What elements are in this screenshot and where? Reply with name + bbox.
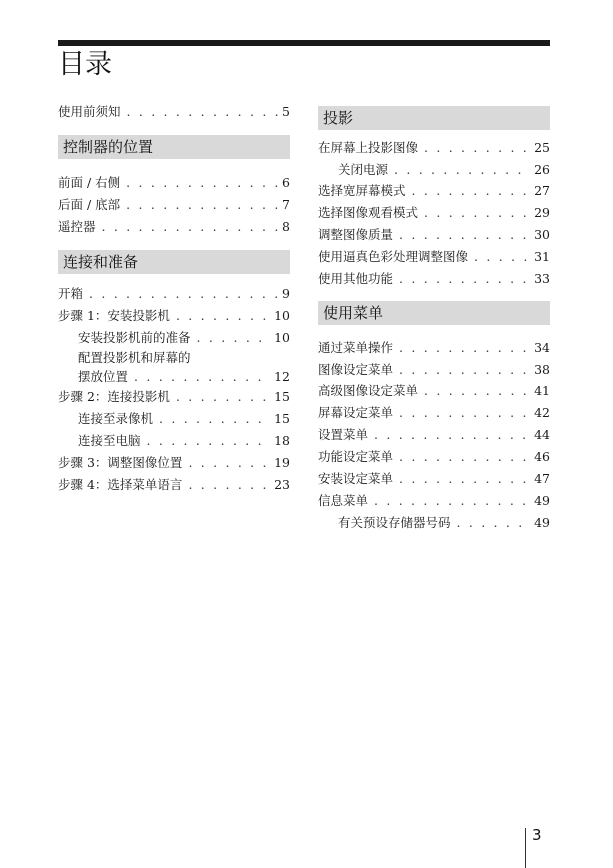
toc-entry-label: 选择图像观看模式 — [318, 205, 419, 220]
toc-entry-page: 10 — [274, 330, 290, 345]
toc-entry-label: 步骤 3：调整图像位置 — [58, 455, 183, 470]
toc-entry-label: 高级图像设定菜单 — [318, 383, 419, 398]
toc-entry-label: 步骤 4：选择菜单语言 — [58, 477, 183, 492]
leader-dots — [188, 455, 270, 471]
toc-entry-page: 49 — [534, 515, 550, 530]
toc-entry-page: 19 — [274, 455, 290, 470]
toc-entry-label: 连接至录像机 — [78, 411, 154, 426]
toc-entry-label: 安装设定菜单 — [318, 471, 394, 486]
leader-dots — [399, 449, 530, 465]
toc-entry-page: 26 — [534, 162, 550, 177]
leader-dots — [188, 477, 270, 493]
leader-dots — [147, 433, 271, 449]
toc-entry-label: 设置菜单 — [318, 427, 369, 442]
toc-entry-page: 15 — [274, 411, 290, 426]
toc-entry-page: 5 — [282, 104, 290, 119]
toc-entry-label: 配置投影机和屏幕的 — [78, 350, 191, 365]
toc-entry-page: 31 — [534, 249, 550, 264]
toc-entry-label: 连接至电脑 — [78, 433, 141, 448]
leader-dots — [394, 162, 530, 178]
leader-dots — [374, 427, 530, 443]
toc-entry-label: 使用其他功能 — [318, 271, 394, 286]
leader-dots — [399, 471, 530, 487]
toc-entry[interactable] — [58, 219, 290, 235]
toc-entry-page: 44 — [534, 427, 550, 442]
toc-entry[interactable] — [58, 411, 290, 427]
toc-entry-label: 通过菜单操作 — [318, 340, 394, 355]
leader-dots — [399, 271, 530, 287]
toc-entry-label: 关闭电源 — [338, 162, 389, 177]
toc-entry[interactable] — [318, 449, 550, 465]
toc-entry-label: 遥控器 — [58, 219, 96, 234]
toc-entry-label: 使用前须知 — [58, 104, 121, 119]
toc-entry-label: 摆放位置 — [78, 369, 129, 384]
leader-dots — [399, 405, 530, 421]
leader-dots — [424, 383, 530, 399]
toc-entry[interactable] — [58, 369, 290, 385]
leader-dots — [126, 197, 278, 213]
toc-entry-label: 有关预设存储器号码 — [338, 515, 451, 530]
toc-entry[interactable] — [318, 205, 550, 221]
leader-dots — [457, 515, 531, 531]
leader-dots — [424, 140, 530, 156]
leader-dots — [474, 249, 530, 265]
toc-entry[interactable] — [318, 271, 550, 287]
toc-entry-page: 15 — [274, 389, 290, 404]
toc-entry-label: 安装投影机前的准备 — [78, 330, 191, 345]
toc-entry-label: 使用逼真色彩处理调整图像 — [318, 249, 469, 264]
leader-dots — [89, 286, 278, 302]
section-heading: 投影 — [318, 106, 550, 130]
leader-dots — [126, 175, 278, 191]
toc-entry-page: 25 — [534, 140, 550, 155]
toc-entry-label: 后面 / 底部 — [58, 197, 121, 212]
toc-entry[interactable] — [318, 227, 550, 243]
toc-entry[interactable] — [58, 455, 290, 471]
toc-entry[interactable] — [318, 183, 550, 199]
toc-entry-label: 前面 / 右侧 — [58, 175, 121, 190]
leader-dots — [197, 330, 271, 346]
toc-entry-page: 47 — [534, 471, 550, 486]
toc-entry-page: 8 — [282, 219, 290, 234]
toc-entry[interactable] — [318, 515, 550, 531]
toc-entry-label: 信息菜单 — [318, 493, 369, 508]
toc-entry-label: 屏幕设定菜单 — [318, 405, 394, 420]
toc-entry[interactable] — [58, 477, 290, 493]
toc-entry-page: 23 — [274, 477, 290, 492]
toc-entry-label: 步骤 1：安装投影机 — [58, 308, 170, 323]
toc-entry-page: 27 — [534, 183, 550, 198]
toc-entry-label: 选择宽屏幕模式 — [318, 183, 406, 198]
toc-entry[interactable] — [318, 162, 550, 178]
page-number: 3 — [532, 826, 542, 844]
toc-entry-page: 42 — [534, 405, 550, 420]
toc-entry-label: 调整图像质量 — [318, 227, 394, 242]
toc-entry-page: 34 — [534, 340, 550, 355]
section-heading: 连接和准备 — [58, 250, 290, 274]
toc-entry-page: 18 — [274, 433, 290, 448]
toc-entry-page: 9 — [282, 286, 290, 301]
toc-entry-page: 29 — [534, 205, 550, 220]
page-title: 目录 — [58, 49, 112, 80]
leader-dots — [424, 205, 530, 221]
toc-entry[interactable] — [318, 249, 550, 265]
toc-entry-label: 在屏幕上投影图像 — [318, 140, 419, 155]
leader-dots — [134, 369, 270, 385]
leader-dots — [399, 362, 530, 378]
leader-dots — [176, 389, 270, 405]
toc-entry[interactable] — [318, 362, 550, 378]
leader-dots — [102, 219, 279, 235]
section-heading: 使用菜单 — [318, 301, 550, 325]
toc-entry-page: 33 — [534, 271, 550, 286]
toc-entry-label: 步骤 2：连接投影机 — [58, 389, 170, 404]
leader-dots — [176, 308, 270, 324]
leader-dots — [399, 340, 530, 356]
toc-entry-page: 38 — [534, 362, 550, 377]
toc-entry-page: 46 — [534, 449, 550, 464]
toc-entry[interactable] — [58, 286, 290, 302]
toc-entry[interactable] — [58, 104, 290, 120]
toc-entry-page: 10 — [274, 308, 290, 323]
toc-entry-page: 6 — [282, 175, 290, 190]
toc-entry-label: 功能设定菜单 — [318, 449, 394, 464]
leader-dots — [374, 493, 530, 509]
toc-entry-label: 开箱 — [58, 286, 84, 301]
toc-entry[interactable] — [58, 197, 290, 213]
toc-entry[interactable] — [58, 389, 290, 405]
toc-entry-page: 7 — [282, 197, 290, 212]
toc-entry[interactable] — [318, 427, 550, 443]
leader-dots — [159, 411, 270, 427]
title-rule — [58, 40, 550, 46]
leader-dots — [127, 104, 279, 120]
toc-entry-page: 12 — [274, 369, 290, 384]
toc-entry[interactable] — [58, 175, 290, 191]
toc-entry[interactable] — [58, 433, 290, 449]
leader-dots — [412, 183, 531, 199]
toc-entry[interactable] — [318, 140, 550, 156]
toc-entry[interactable] — [318, 340, 550, 356]
toc-entry[interactable] — [318, 383, 550, 399]
toc-entry-page: 41 — [534, 383, 550, 398]
toc-entry-page: 30 — [534, 227, 550, 242]
toc-entry-page: 49 — [534, 493, 550, 508]
toc-entry-label: 图像设定菜单 — [318, 362, 394, 377]
toc-entry[interactable] — [58, 308, 290, 324]
leader-dots — [399, 227, 530, 243]
toc-entry[interactable] — [58, 330, 290, 346]
section-heading: 控制器的位置 — [58, 135, 290, 159]
toc-entry[interactable] — [318, 493, 550, 509]
footer-rule — [525, 828, 526, 868]
toc-entry[interactable] — [318, 405, 550, 421]
toc-entry[interactable] — [318, 471, 550, 487]
